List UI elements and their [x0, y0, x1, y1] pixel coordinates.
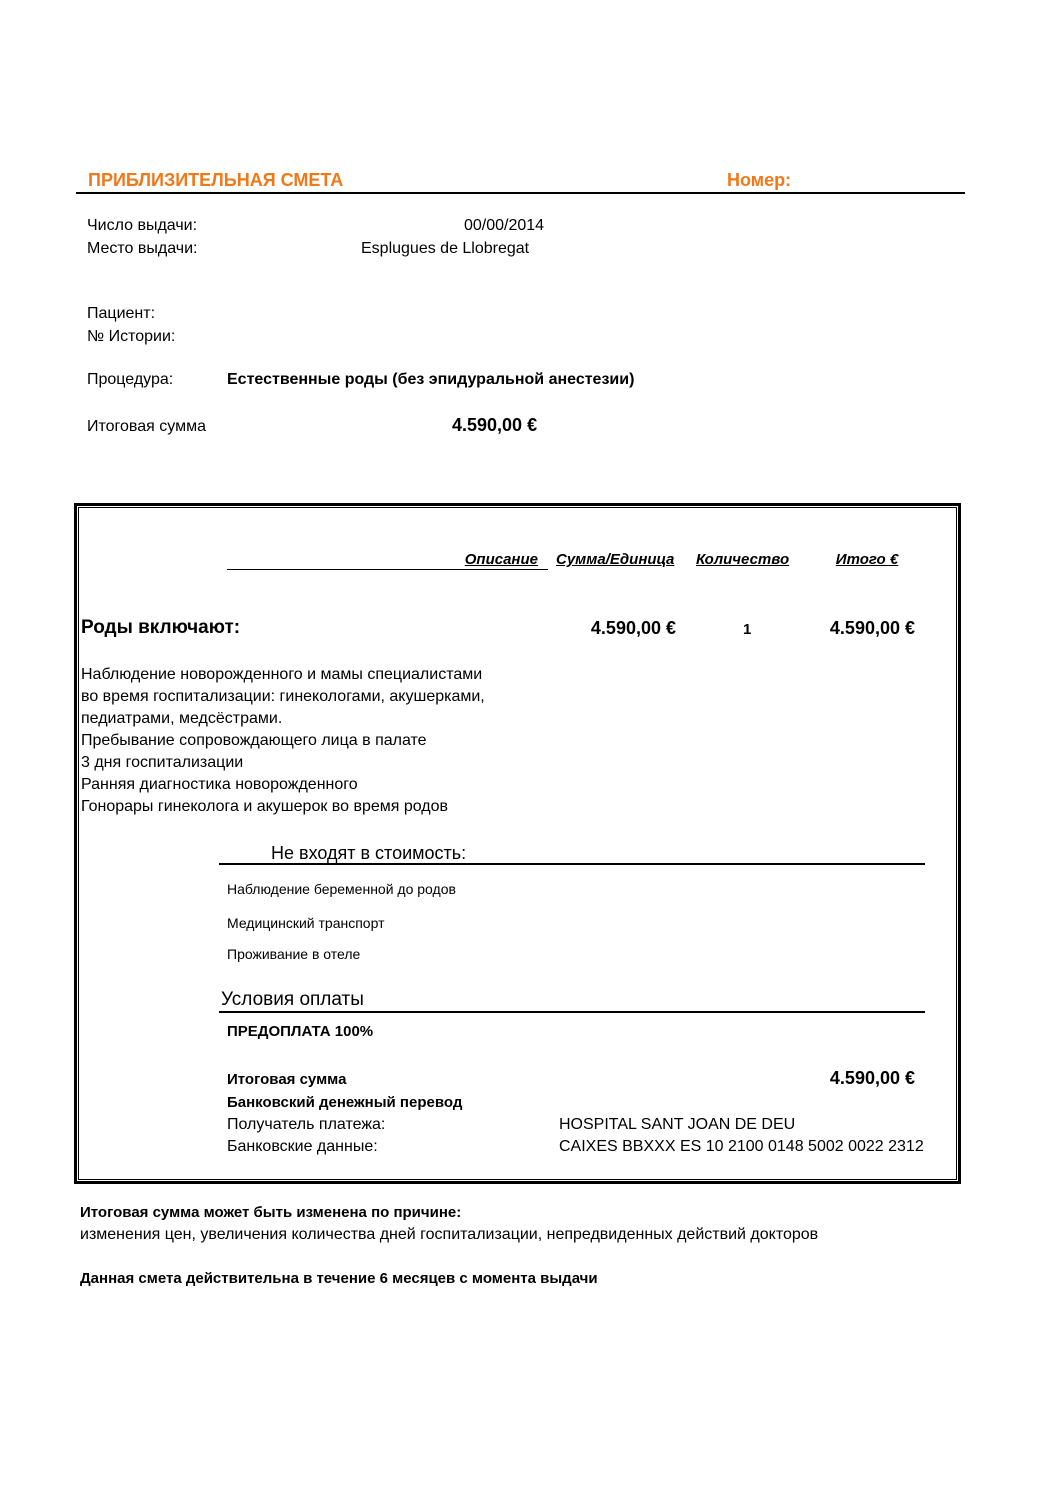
payment-heading: Условия оплаты: [221, 989, 364, 1010]
col-description-header: Описание: [464, 551, 538, 568]
header-rule: [76, 192, 965, 194]
issue-place-label: Место выдачи:: [87, 240, 198, 257]
col-quantity-header: Количество: [696, 551, 790, 568]
bank-label: Банковские данные:: [227, 1138, 378, 1155]
recipient-value: HOSPITAL SANT JOAN DE DEU: [559, 1116, 796, 1133]
issue-date-value: 00/00/2014: [464, 217, 545, 234]
excluded-item: Проживание в отеле: [227, 946, 361, 962]
procedure-value: Естественные роды (без эпидуральной анестезии): [227, 371, 635, 388]
document-title: ПРИБЛИЗИТЕЛЬНАЯ СМЕТА: [88, 170, 344, 190]
excluded-item: Наблюдение беременной до родов: [227, 881, 456, 897]
excluded-heading: Не входят в стоимость:: [271, 843, 467, 863]
list-item: Пребывание сопровождающего лица в палате: [81, 732, 427, 749]
patient-label: Пациент:: [87, 305, 156, 322]
total-value: 4.590,00 €: [452, 415, 538, 435]
procedure-label: Процедура:: [87, 371, 174, 388]
change-reasons: изменения цен, увеличения количества дней госпитализации, непредвиденных действий докторов: [80, 1226, 819, 1243]
list-item: Наблюдение новорожденного и мамы специалистами: [81, 666, 483, 683]
list-item: Гонорары гинеколога и акушерок во время родов: [81, 798, 449, 815]
list-item: Ранняя диагностика новорожденного: [81, 776, 358, 793]
row-quantity: 1: [743, 621, 752, 638]
payment-rule: [219, 1011, 925, 1013]
list-item: педиатрами, медсёстрами.: [81, 710, 283, 727]
row-total: 4.590,00 €: [829, 618, 915, 638]
row-unit-sum: 4.590,00 €: [590, 618, 676, 638]
list-item: 3 дня госпитализации: [81, 754, 244, 771]
excluded-rule: [219, 863, 925, 865]
number-label: Номер:: [727, 170, 792, 190]
total-label: Итоговая сумма: [87, 418, 206, 435]
issue-date-label: Число выдачи:: [87, 217, 198, 234]
col-total-header: Итого €: [835, 551, 899, 568]
list-item: во время госпитализации: гинекологами, акушерками,: [81, 688, 485, 705]
change-heading: Итоговая сумма может быть изменена по причине:: [80, 1204, 462, 1221]
excluded-item: Медицинский транспорт: [227, 915, 385, 931]
history-label: № Истории:: [87, 328, 176, 345]
prepayment-text: ПРЕДОПЛАТА 100%: [227, 1023, 374, 1040]
description-header-rule: [227, 569, 548, 570]
recipient-label: Получатель платежа:: [227, 1116, 386, 1133]
bank-value: CAIXES BBXXX ES 10 2100 0148 5002 0022 2312: [559, 1138, 924, 1155]
col-unit-sum-header: Сумма/Единица: [556, 551, 675, 568]
issue-place-value: Esplugues de Llobregat: [361, 240, 530, 257]
transfer-label: Банковский денежный перевод: [227, 1094, 463, 1111]
validity-note: Данная смета действительна в течение 6 месяцев с момента выдачи: [80, 1270, 598, 1287]
payment-total-label: Итоговая сумма: [227, 1071, 347, 1088]
row-label: Роды включают:: [81, 617, 241, 638]
payment-total-value: 4.590,00 €: [829, 1068, 915, 1088]
